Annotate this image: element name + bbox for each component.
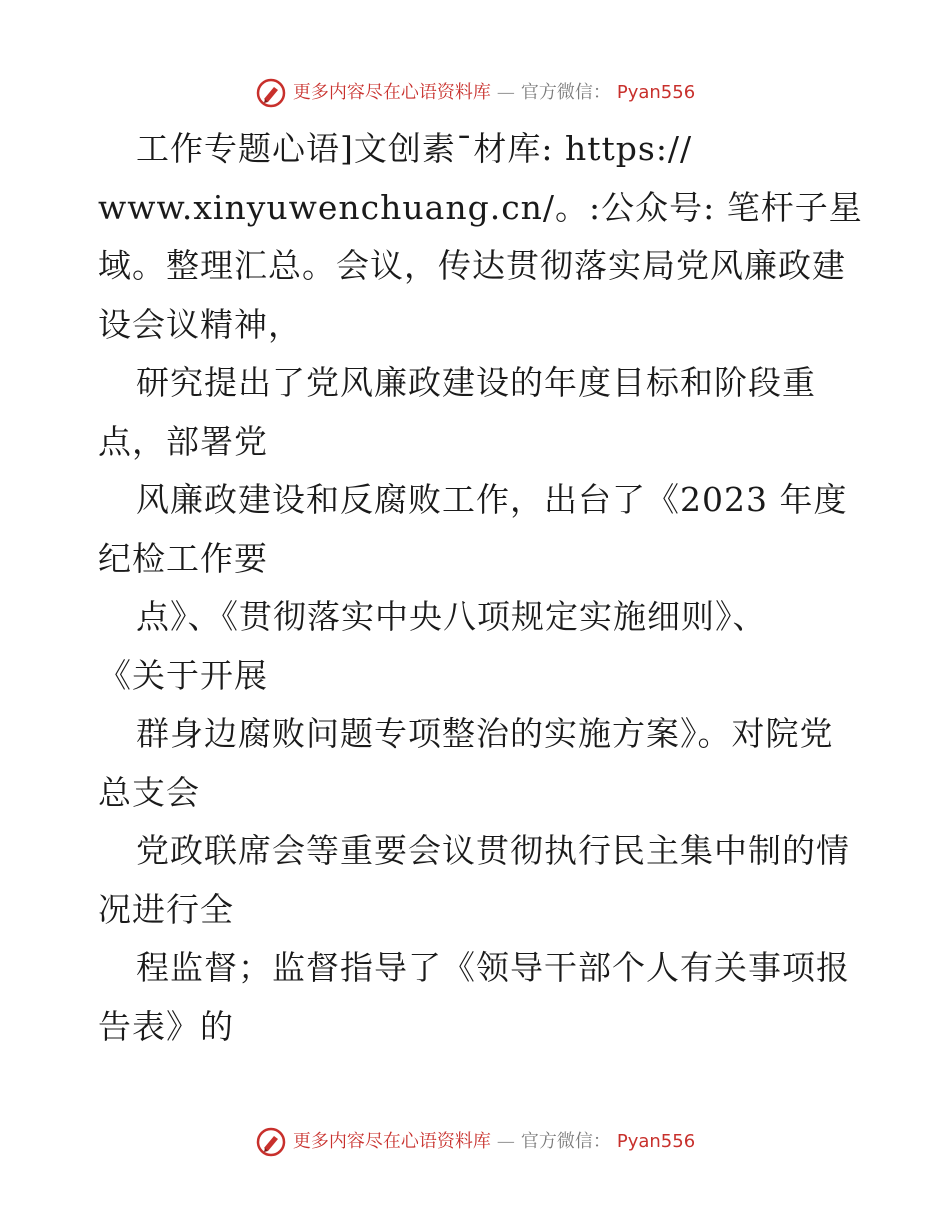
footer-banner bbox=[0, 1126, 950, 1158]
banner-wechat-id: Pyan556 bbox=[616, 82, 696, 103]
body-line: 群身边腐败问题专项整治的实施方案》。对院党 bbox=[136, 714, 834, 753]
banner-dash: — bbox=[496, 82, 515, 103]
body-line: 党政联席会等重要会议贯彻执行民主集中制的情 bbox=[136, 831, 850, 870]
body-line: 况进行全 bbox=[98, 889, 234, 929]
body-line: 告表》的 bbox=[98, 1006, 234, 1046]
body-line: 风廉政建设和反腐败工作，出台了《2023 年度 bbox=[136, 480, 848, 519]
banner-wechat-id: Pyan556 bbox=[616, 1131, 696, 1152]
body-line: 设会议精神， bbox=[98, 304, 302, 344]
banner-wechat-label: 官方微信： bbox=[520, 82, 611, 103]
body-line: 《关于开展 bbox=[98, 655, 268, 695]
body-line: www.xinyuwenchuang.cn/。:公众号: 笔杆子星 bbox=[98, 187, 863, 227]
body-line: 程监督；监督指导了《领导干部个人有关事项报 bbox=[136, 948, 850, 987]
logo-icon bbox=[255, 1126, 287, 1158]
body-line: 点》、《贯彻落实中央八项规定实施细则》、 bbox=[136, 597, 767, 636]
body-line: 点，部署党 bbox=[98, 421, 268, 461]
header-banner bbox=[0, 77, 950, 109]
body-line: 工作专题心语]文创素¯材库: https:// bbox=[136, 129, 693, 168]
body-line: 研究提出了党风廉政建设的年度目标和阶段重 bbox=[136, 363, 816, 402]
body-line: 域。整理汇总。会议，传达贯彻落实局党风廉政建 bbox=[98, 246, 846, 285]
banner-text: 更多内容尽在心语资料库 bbox=[292, 1131, 491, 1152]
logo-icon bbox=[255, 77, 287, 109]
banner-text: 更多内容尽在心语资料库 bbox=[292, 82, 491, 103]
banner-wechat-label: 官方微信： bbox=[520, 1131, 611, 1152]
body-line: 纪检工作要 bbox=[98, 538, 268, 578]
body-line: 总支会 bbox=[98, 772, 200, 812]
banner-dash: — bbox=[496, 1131, 515, 1152]
document-body bbox=[98, 120, 863, 1056]
